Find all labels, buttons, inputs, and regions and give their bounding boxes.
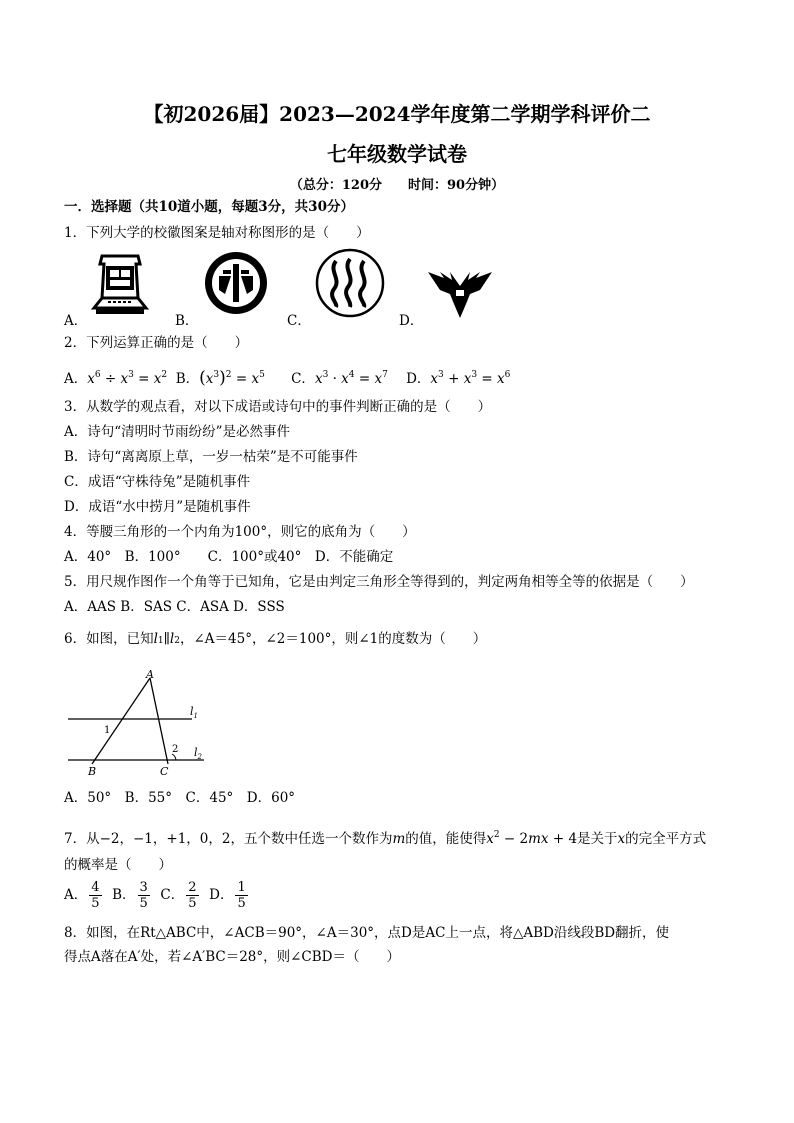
emblem-c-icon	[314, 247, 386, 319]
q7-stem: 7．从−2，−1，+1，0，2，五个数中任选一个数作为m的值，能使得$x^2 - 2mx + 4$是关于x的完全平方式	[64, 830, 707, 847]
q3-option-a: A．诗句“清明时节雨纷纷”是必然事件	[64, 424, 291, 440]
q3-stem: 3．从数学的观点看，对以下成语或诗句中的事件判断正确的是（ ）	[64, 399, 492, 415]
q5-stem: 5．用尺规作图作一个角等于已知角，它是由判定三角形全等得到的，判定两角相等全等的依据是（ ）	[64, 574, 694, 590]
q1-stem: 1．下列大学的校徽图案是轴对称图形的是（ ）	[64, 225, 370, 241]
fig-label-b: B	[88, 765, 97, 778]
q4-options: A．40° B．100° C．100°或40° D．不能确定	[64, 549, 394, 565]
q7-stem-line2: 的概率是（ ）	[64, 857, 172, 873]
q1-option-b: B．	[175, 313, 199, 329]
q6-figure	[64, 664, 224, 780]
q8-stem-line2: 得点A落在A′处，若∠A′BC＝28°，则∠CBD＝（ ）	[64, 949, 401, 965]
q1-option-d: D．	[399, 313, 424, 329]
q6-options: A．50° B．55° C．45° D．60°	[64, 790, 296, 806]
q3-option-c: C．成语“守株待兔”是随机事件	[64, 474, 251, 490]
q5-options: A．AAS B．SAS C．ASA D．SSS	[64, 599, 285, 615]
q7-options: A． $\frac{4}{5}$ B． $\frac{3}{5}$ C． $\frac{2}{5}$ D． $\frac{1}{5}$	[64, 880, 246, 911]
q4-stem: 4．等腰三角形的一个内角为100°，则它的底角为（ ）	[64, 524, 416, 540]
fig-label-c: C	[160, 765, 169, 778]
fig-label-angle2: 2	[172, 744, 179, 755]
q2-options: A．$x^6 \div x^3 = x^2$ B．$(x^3)^2 = x^5$ C．$x^3 \cdot x^4 = x^7$ D．$x^3 + x^3 = x^6$	[64, 368, 511, 388]
emblem-d-icon	[426, 268, 494, 320]
section-heading: 一．选择题（共10道小题，每题3分，共30分）	[64, 199, 354, 215]
q2-stem: 2．下列运算正确的是（ ）	[64, 335, 249, 351]
fig-label-l2: $l_2$	[194, 746, 202, 761]
emblem-b-icon	[203, 250, 269, 316]
fig-label-a: A	[146, 668, 154, 681]
exam-title: 【初2026届】2023—2024学年度第二学期学科评价二	[143, 102, 651, 126]
q6-stem: 6．如图，已知l1∥l2，∠A＝45°，∠2＝100°，则∠1的度数为（ ）	[64, 631, 487, 647]
q1-option-a: A．	[64, 313, 88, 329]
q3-option-b: B．诗句“离离原上草，一岁一枯荣”是不可能事件	[64, 449, 358, 465]
fig-label-l1: $l_1$	[190, 705, 198, 720]
emblem-a-icon	[88, 250, 152, 318]
q1-option-c: C．	[287, 313, 311, 329]
fig-label-angle1: 1	[104, 725, 111, 736]
q3-option-d: D．成语“水中捞月”是随机事件	[64, 499, 251, 515]
exam-subtitle: 七年级数学试卷	[327, 142, 467, 166]
q8-stem-line1: 8．如图，在Rt△ABC中，∠ACB＝90°，∠A＝30°，点D是AC上一点，将△ABD沿线段BD翻折，使	[64, 925, 670, 941]
exam-meta: （总分：120分 时间：90分钟）	[289, 178, 505, 193]
